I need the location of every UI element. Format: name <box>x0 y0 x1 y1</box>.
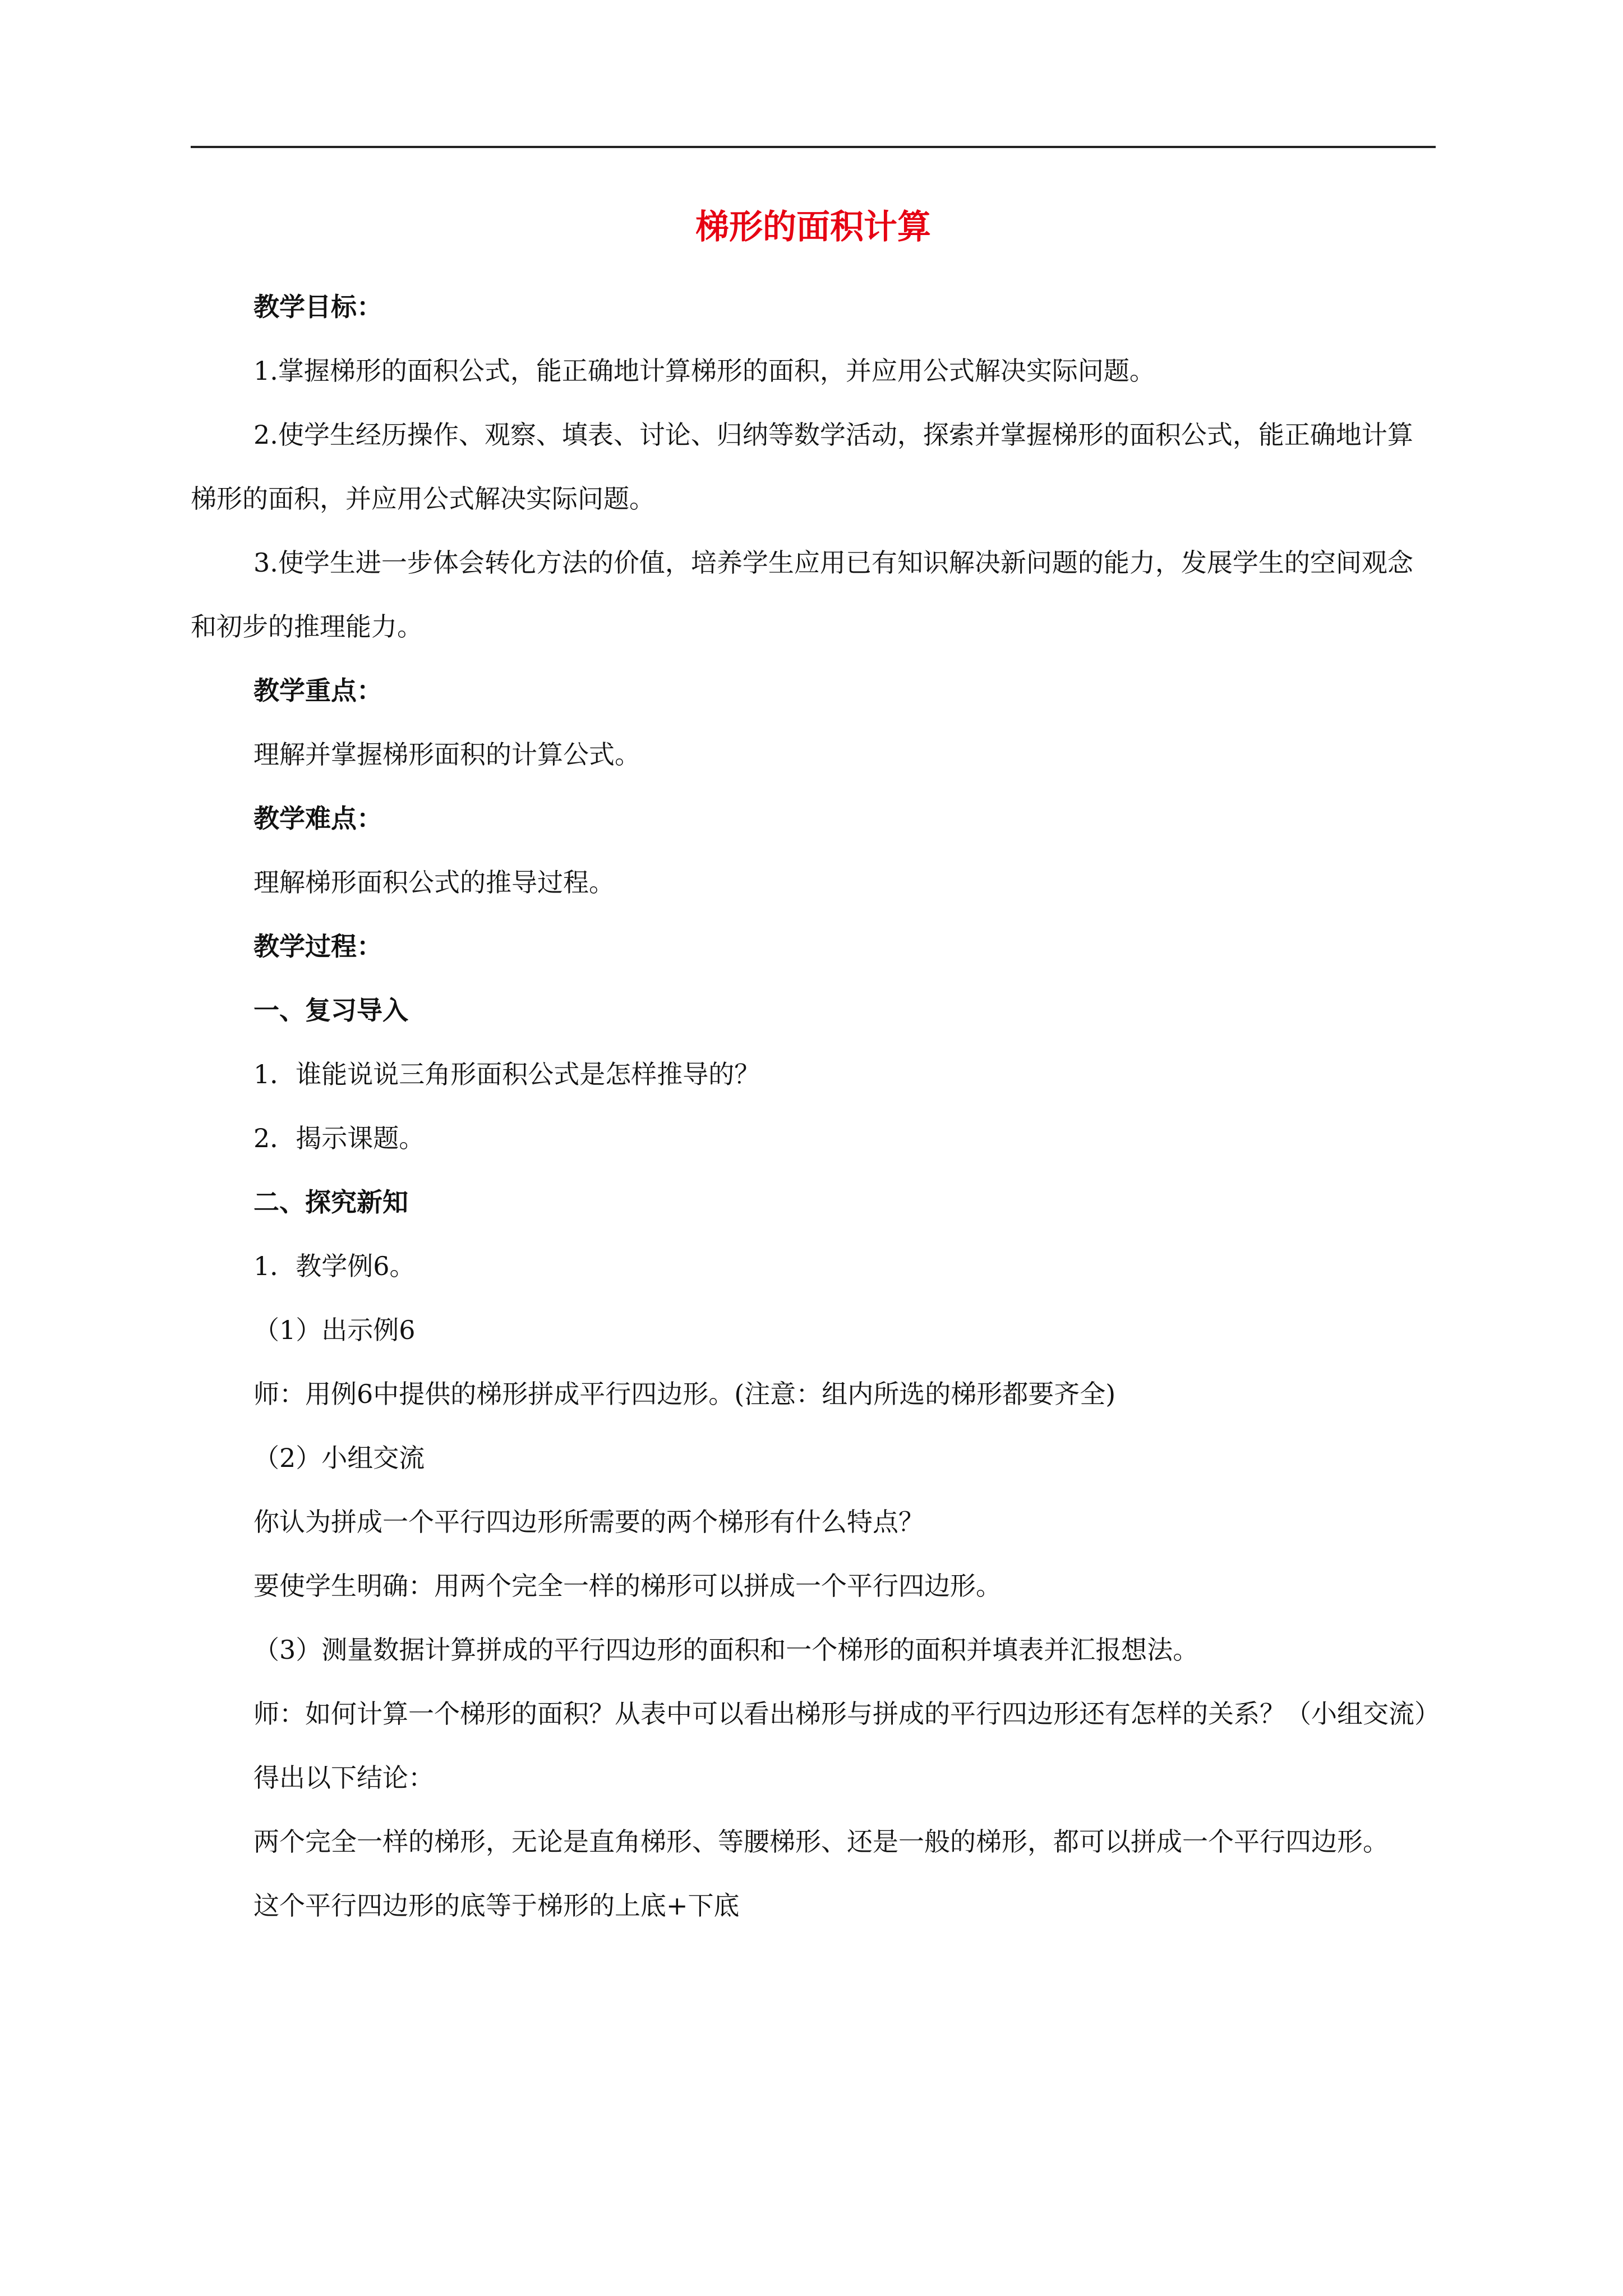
subheading-review: 一、复习导入 <box>253 995 408 1025</box>
conclusion-heading: 得出以下结论： <box>253 1763 434 1793</box>
subheading-explore: 二、探究新知 <box>253 1187 408 1217</box>
conclusion-text-1: 两个完全一样的梯形，无论是直角梯形、等腰梯形、还是一般的梯形，都可以拼成一个平行四边形。 <box>253 1826 1389 1857</box>
teacher-instruction-1: 师：用例6中提供的梯形拼成平行四边形。(注意：组内所选的梯形都要齐全) <box>253 1379 1116 1409</box>
header-rule <box>191 146 1436 148</box>
review-item-2: 2．揭示课题。 <box>253 1123 425 1153</box>
objective-2: 2.使学生经历操作、观察、填表、讨论、归纳等数学活动，探索并掌握梯形的面积公式，能正确地计算梯形的面积，并应用公式解决实际问题。 <box>191 420 1413 514</box>
clarification-text: 要使学生明确：用两个完全一样的梯形可以拼成一个平行四边形。 <box>253 1571 1002 1601</box>
explore-step-3: （3）测量数据计算拼成的平行四边形的面积和一个梯形的面积并填表并汇报想法。 <box>253 1635 1199 1665</box>
teacher-question-2: 师：如何计算一个梯形的面积？从表中可以看出梯形与拼成的平行四边形还有怎样的关系？（小组交流） <box>253 1699 1440 1729</box>
section-heading-key-points: 教学重点： <box>253 675 382 706</box>
document-title: 梯形的面积计算 <box>695 208 931 247</box>
section-heading-objectives: 教学目标： <box>253 292 382 322</box>
document-body <box>191 202 1440 1938</box>
objective-1: 1.掌握梯形的面积公式，能正确地计算梯形的面积，并应用公式解决实际问题。 <box>253 356 1155 386</box>
question-text: 你认为拼成一个平行四边形所需要的两个梯形有什么特点？ <box>253 1507 924 1537</box>
explore-step-1: （1）出示例6 <box>253 1315 416 1345</box>
explore-step-2: （2）小组交流 <box>253 1443 425 1473</box>
conclusion-text-2: 这个平行四边形的底等于梯形的上底+下底 <box>253 1890 740 1921</box>
key-point-text: 理解并掌握梯形面积的计算公式。 <box>253 739 640 770</box>
review-item-1: 1．谁能说说三角形面积公式是怎样推导的？ <box>253 1059 760 1089</box>
explore-item-1: 1．教学例6。 <box>253 1251 416 1281</box>
section-heading-process: 教学过程： <box>253 931 382 961</box>
section-heading-difficulties: 教学难点： <box>253 803 382 834</box>
objective-3: 3.使学生进一步体会转化方法的价值，培养学生应用已有知识解决新问题的能力，发展学生的空间观念和初步的推理能力。 <box>191 547 1413 642</box>
difficulty-text: 理解梯形面积公式的推导过程。 <box>253 867 615 898</box>
